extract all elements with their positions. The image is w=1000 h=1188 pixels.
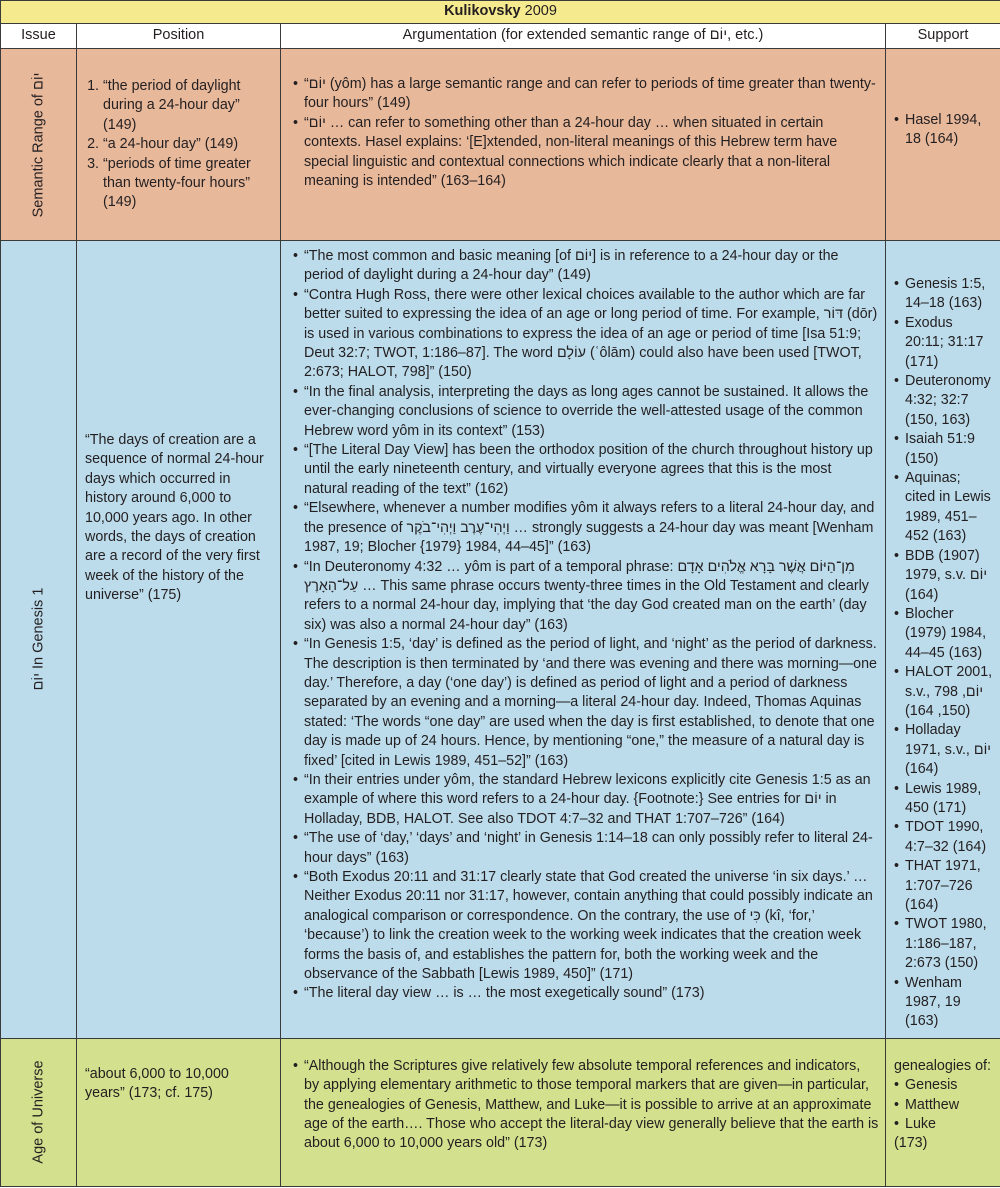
list-item: • Exodus 20:11; 31:17 (171): [894, 314, 994, 372]
position-cell: [77, 241, 281, 1039]
list-item: • Wenham 1987, 19 (163): [894, 974, 994, 1032]
list-item: • Deuteronomy 4:32; 32:7 (150, 163): [894, 372, 994, 430]
table-row: [1, 241, 1000, 1039]
list-item: • Isaiah 51:9 (150): [894, 430, 994, 469]
title-author: Kulikovsky: [444, 3, 521, 20]
support-list: [894, 1076, 994, 1134]
list-item: • HALOT 2001, s.v., יוֹם, 798 (150, 164): [894, 663, 994, 721]
position-list: [85, 77, 272, 213]
header-argumentation: Argumentation (for extended semantic range of יוֹם, etc.): [281, 24, 886, 49]
list-item: • “Elsewhere, whenever a number modifies yôm it always refers to a literal 24-hour day, and the presence of וַיְהִי־עֶרֶב וַיְהִי־בֹקֶר … strongly suggests a 24-hour day was meant [Wenham 1987, 19; Blocher {1979} 1984, 44–45]” (163): [293, 499, 879, 557]
list-item: • Genesis 1:5, 14–18 (163): [894, 275, 994, 314]
position-cell: [77, 49, 281, 241]
list-item: • “In their entries under yôm, the standard Hebrew lexicons explicitly cite Genesis 1:5 as an example of where this word refers to a 24-hour day. {Footnote:} See entries for יוֹם in Holladay, BDB, HALOT. See also TDOT 4:7–32 and THAT 1:707–726” (164): [293, 771, 879, 829]
list-item: 3. “periods of time greater than twenty-four hours” (149): [103, 155, 272, 213]
list-item: • Aquinas; cited in Lewis 1989, 451–452 (163): [894, 469, 994, 547]
header-position: Position: [77, 24, 281, 49]
position-text: “The days of creation are a sequence of normal 24-hour days which occurred in history around 6,000 to 10,000 years ago. In other words, the days of creation are a record of the very first week of the history of the universe” (175): [85, 432, 264, 604]
title-year: 2009: [524, 3, 557, 20]
support-list: [894, 111, 994, 150]
support-cell: [886, 1038, 1000, 1186]
issue-cell: [1, 1038, 77, 1186]
argument-cell: [281, 241, 886, 1039]
list-item: • “Contra Hugh Ross, there were other lexical choices available to the author which are far better suited to expressing the idea of an age or long period of time. For example, דּוֹר (dōr) is used in various combinations to express the idea of an age or period of time [Isa 51:9; Deut 32:7; TWOT, 1:186–87]. The word עוֹלָם (ʿôlām) could also have been used [TWOT, 2:673; HALOT, 798]” (150): [293, 286, 879, 383]
header-issue: Issue: [1, 24, 77, 49]
list-item: • “[The Literal Day View] has been the orthodox position of the church throughout history up until the early nineteenth century, and virtually everyone agrees that this is the most natural reading of the text” (162): [293, 441, 879, 499]
list-item: • TDOT 1990, 4:7–32 (164): [894, 818, 994, 857]
list-item: • Lewis 1989, 450 (171): [894, 780, 994, 819]
argument-list: [293, 75, 879, 191]
list-item: • Hasel 1994, 18 (164): [894, 111, 994, 150]
list-item: • BDB (1907) 1979, s.v. יוֹם (164): [894, 547, 994, 605]
list-item: • “Although the Scriptures give relatively few absolute temporal references and indicators, by applying elementary arithmetic to those temporal markers that are given—in particular, the genealogies of Genesis, Matthew, and Luke—it is possible to arrive at an approximate age of the earth…. Those who accept the literal-day view generally believe that the earth is about 6,000 to 10,000 years old” (173): [293, 1057, 879, 1154]
position-cell: [77, 1038, 281, 1186]
list-item: • “In Genesis 1:5, ‘day’ is defined as the period of light, and ‘night’ as the period of darkness. The description is then terminated by ‘and there was evening and there was morning—one day.’ Therefore, a day (‘one day’) is defined as period of light and a period of darkness separated by an evening and a morning—a literal 24-hour day. Indeed, Thomas Aquinas stated: ‘The words “one day” are used when the day is first established, to denote that one day is made up of 24 hours. Hence, by mentioning “one,” the measure of a natural day is fixed’ [cited in Lewis 1989, 451–52]” (163): [293, 635, 879, 771]
support-list: [894, 275, 994, 1032]
position-text: “about 6,000 to 10,000 years” (173; cf. 175): [85, 1065, 229, 1102]
support-intro: genealogies of:: [894, 1057, 991, 1074]
argument-cell: [281, 1038, 886, 1186]
issue-label: יוֹם In Genesis 1: [29, 588, 46, 691]
table-title: [1, 1, 1000, 24]
list-item: • “יוֹם … can refer to something other than a 24-hour day … when situated in certain contexts. Hasel explains: ‘[E]xtended, non-literal meanings of this Hebrew term have special linguistic and contextual connections which indicate clearly that a non-literal meaning is intended” (163–164): [293, 114, 879, 192]
list-item: • Holladay 1971, s.v., יוֹם (164): [894, 721, 994, 779]
support-ref: (173): [894, 1135, 928, 1152]
list-item: • Luke: [894, 1115, 994, 1134]
list-item: • “יוֹם (yôm) has a large semantic range and can refer to periods of time greater than twenty-four hours” (149): [293, 75, 879, 114]
list-item: • THAT 1971, 1:707–726 (164): [894, 857, 994, 915]
list-item: • “In Deuteronomy 4:32 … yôm is part of a temporal phrase: מִן־הַיּוֹם אֲשֶׁר בָּרָא אֱלֹהִים אָדָם עַל־הָאָרֶץ … This same phrase occurs twenty-three times in the Old Testament and clearly refers to a normal 24-hour day, implying that ‘the day God created man on the earth’ (day six) was also a normal 24-hour day” (163): [293, 558, 879, 636]
list-item: • “In the final analysis, interpreting the days as long ages cannot be sustained. It allows the ever-changing conclusions of science to override the well-attested usage of the common Hebrew word yôm in its context” (153): [293, 383, 879, 441]
list-item: • Genesis: [894, 1076, 994, 1095]
argument-list: [293, 247, 879, 1004]
issue-label: Semantic Range of יוֹם: [29, 72, 46, 217]
list-item: • Matthew: [894, 1096, 994, 1115]
issue-cell: [1, 241, 77, 1039]
support-cell: [886, 241, 1000, 1039]
list-item: 1. “the period of daylight during a 24-hour day” (149): [103, 77, 272, 135]
list-item: • “The literal day view … is … the most exegetically sound” (173): [293, 984, 879, 1003]
support-cell: [886, 49, 1000, 241]
list-item: 2. “a 24-hour day” (149): [103, 135, 272, 154]
list-item: • “Both Exodus 20:11 and 31:17 clearly state that God created the universe ‘in six days.’ … Neither Exodus 20:11 nor 31:17, however, contain anything that could possibly indicate an analogical comparison or correspondence. On the contrary, the use of כִּי (kî, ‘for,’ ‘because’) to link the creation week to the working week indicates that the creation week forms the basis of, and establishes the pattern for, both the working week and the observance of the Sabbath [Lewis 1989, 450]” (171): [293, 868, 879, 984]
argument-cell: [281, 49, 886, 241]
header-support: Support: [886, 24, 1000, 49]
issue-cell: [1, 49, 77, 241]
argument-list: [293, 1057, 879, 1154]
list-item: • TWOT 1980, 1:186–187, 2:673 (150): [894, 915, 994, 973]
list-item: • “The use of ‘day,’ ‘days’ and ‘night’ in Genesis 1:14–18 can only possibly refer to literal 24-hour days” (163): [293, 829, 879, 868]
issue-label: Age of Universe: [29, 1060, 46, 1164]
list-item: • “The most common and basic meaning [of יוֹם] is in reference to a 24-hour day or the period of daylight during a 24-hour day” (149): [293, 247, 879, 286]
table-row: [1, 49, 1000, 241]
list-item: • Blocher (1979) 1984, 44–45 (163): [894, 605, 994, 663]
table-row: [1, 1038, 1000, 1186]
